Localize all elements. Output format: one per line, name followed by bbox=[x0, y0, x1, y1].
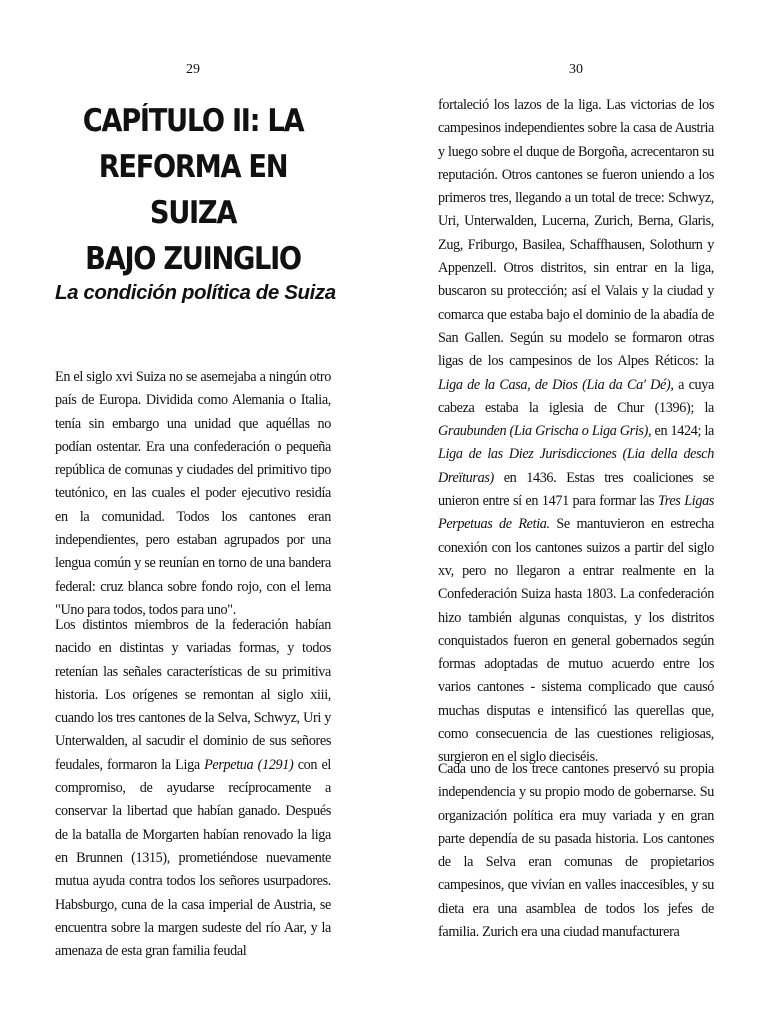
paragraph-3-text-c: en 1424; la bbox=[654, 423, 714, 440]
page-number-left: 29 bbox=[186, 62, 200, 77]
paragraph-4: Cada uno de los trece cantones preservó su propia independencia y su propio modo de gobernarse. Su organización política era muy variada y en gran parte dependía de su pasada historia. Los cantones de la Selva eran comunas de propietarios campesinos, que vivían en valles inaccesibles, y su dieta era una asamblea de todos los jefes de familia. Zurich era una ciudad manufacturera bbox=[438, 761, 714, 941]
paragraph-3-text-e: Se mantuvieron en estrecha conexión con los cantones suizos a partir del siglo xv, pero no llegaron a entrar realmente en la Confederación Suiza hasta 1803. La confederación hizo también algunas conquistas, y los distritos conquistados fueron en general gobernados según formas adoptadas de mutuo acuerdo entre los varios cantones - sistema complicado que causó muchas disputas e intensificó las querellas que, como consecuencia de las cuestiones religiosas, surgieron en el siglo dieciséis. bbox=[438, 516, 714, 766]
chapter-title bbox=[67, 98, 319, 282]
paragraph-3-italic-2: Graubunden (Lia Grischa o Liga Gris), bbox=[438, 423, 652, 440]
page-number-right: 30 bbox=[569, 62, 583, 77]
paragraph-2-italic: Perpetua (1291) bbox=[204, 756, 294, 773]
left-page bbox=[55, 0, 336, 1024]
paragraph-3-italic-1: Liga de la Casa, de Dios (Lia da Ca' Dé), bbox=[438, 376, 674, 393]
chapter-title-line-2: REFORMA EN SUIZA bbox=[98, 149, 288, 231]
paragraph-3-text-b: a cuya cabeza estaba la iglesia de Chur (1396); la bbox=[438, 376, 714, 416]
paragraph-3-text-a: fortaleció los lazos de la liga. Las victorias de los campesinos independientes sobre la casa de Austria y luego sobre el duque de Borgoña, acrecentaron su reputación. Otros cantones se fueron uniendo a los primeros tres, llegando a un total de trece: Schwyz, Uri, Unterwalden, Lucerna, Zurich, Berna, Glaris, Zug, Friburgo, Basilea, Schaffhausen, Solothurn y Appenzell. Otros distritos, sin entrar en la liga, buscaron su protección; así el Valais y la ciudad y comarca que estaba bajo el dominio de la abadía de San Gallen. Según su modelo se formaron otras ligas de los campesinos de los Alpes Réticos: la bbox=[438, 97, 714, 370]
paragraph-3-text-d: en 1436. Estas tres coaliciones se unieron entre sí en 1471 para formar las bbox=[438, 469, 714, 510]
chapter-title-line-1: CAPÍTULO II: LA bbox=[82, 103, 304, 139]
paragraph-2-text-a: Los distintos miembros de la federación habían nacido en distintas y variadas formas, y todos retenían las señales características de su primitiva historia. Los orígenes se remontan al siglo xiii, cuando los tres cantones de la Selva, Schwyz, Uri y Unterwalden, al sacudir el dominio de sus señores feudales, formaron la Liga bbox=[55, 617, 331, 773]
chapter-title-line-3: BAJO ZUINGLIO bbox=[85, 241, 301, 277]
paragraph-2 bbox=[55, 614, 331, 963]
paragraph-3-italic-4: Tres Ligas Perpetuas de Retia. bbox=[438, 493, 714, 533]
paragraph-3 bbox=[438, 94, 714, 770]
paragraph-2-text-b: con el compromiso, de ayudarse recíprocamente a conservar la libertad que habían ganado. Después de la batalla de Morgarten habían renovado la liga en Brunnen (1315), prometiéndose nuevamente mutua ayuda contra todos los señores usurpadores. Habsburgo, cuna de la casa imperial de Austria, se encuentra sobre la margen sudeste del río Aar, y la amenaza de esta gran familia feudal bbox=[55, 756, 331, 960]
paragraph-1: En el siglo xvi Suiza no se asemejaba a ningún otro país de Europa. Dividida como Alemania o Italia, tenía sin embargo una unidad que aquéllas no podían ostentar. Era una confederación o pequeña república de comunas y ciudades del primitivo tipo teutónico, en las cuales el poder ejecutivo residía en la comunidad. Todos los cantones eran independientes, pero estaban agrupados por una lengua común y se reunían en torno de una bandera federal: cruz blanca sobre fondo rojo, con el lema "Uno para todos, todos para uno". bbox=[55, 369, 331, 618]
section-title: La condición política de Suiza bbox=[55, 281, 336, 304]
paragraph-3-italic-3: Liga de las Diez Jurisdicciones (Lia della desch Dreïturas) bbox=[438, 446, 714, 486]
right-page bbox=[438, 0, 714, 1024]
